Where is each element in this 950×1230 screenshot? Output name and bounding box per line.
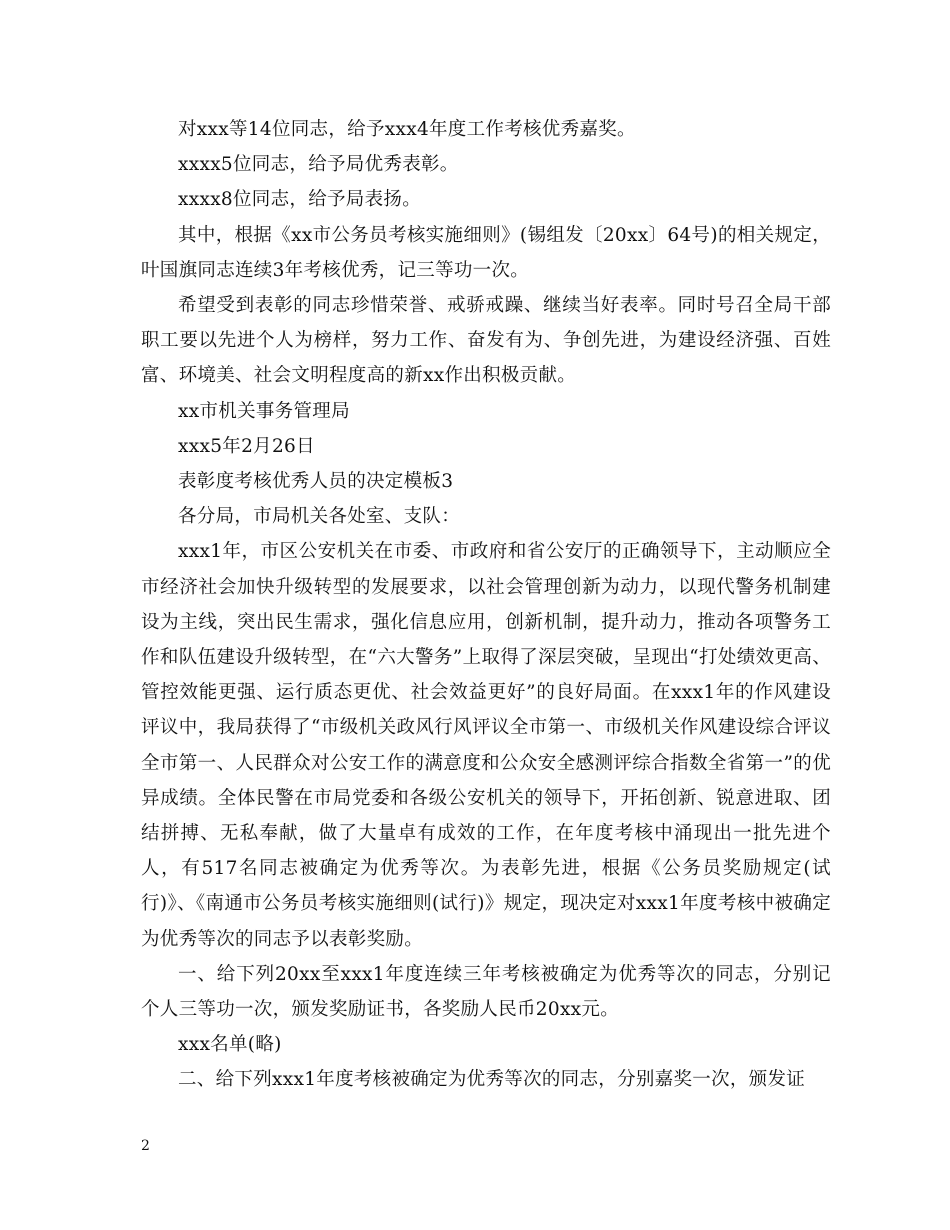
paragraph-item-two: 二、给下列xxx1年度考核被确定为优秀等次的同志，分别嘉奖一次，颁发证	[178, 1069, 806, 1091]
template-heading: 表彰度考核优秀人员的决定模板3	[178, 471, 454, 493]
paragraph-commendation-8: xxxx8位同志，给予局表扬。	[178, 189, 422, 211]
document-body	[141, 112, 831, 1098]
paragraph-regulation-note: 其中，根据《xx市公务员考核实施细则》(锡组发〔20xx〕64号)的相关规定，叶国旗同志连续3年考核优秀，记三等功一次。	[141, 224, 831, 281]
paragraph-name-list: xxx名单(略)	[178, 1034, 282, 1056]
salutation: 各分局，市局机关各处室、支队：	[178, 506, 461, 528]
paragraph-main-body: xxx1年，市区公安机关在市委、市政府和省公安厅的正确领导下，主动顺应全市经济社会加快升级转型的发展要求，以社会管理创新为动力，以现代警务机制建设为主线，突出民生需求，强化信息应用，创新机制，提升动力，推动各项警务工作和队伍建设升级转型，在“六大警务”上取得了深层突破，呈现出“打处绩效更高、管控效能更强、运行质态更优、社会效益更好”的良好局面。在xxx1年的作风建设评议中，我局获得了“市级机关政风行风评议全市第一、市级机关作风建设综合评议全市第一、人民群众对公安工作的满意度和公众安全感测评综合指数全省第一”的优异成绩。全体民警在市局党委和各级公安机关的领导下，开拓创新、锐意进取、团结拼搏、无私奉献，做了大量卓有成效的工作，在年度考核中涌现出一批先进个人，有517名同志被确定为优秀等次。为表彰先进，根据《公务员奖励规定(试行)》、《南通市公务员考核实施细则(试行)》规定，现决定对xxx1年度考核中被确定为优秀等次的同志予以表彰奖励。	[141, 541, 831, 950]
paragraph-commendation-14: 对xxx等14位同志，给予xxx4年度工作考核优秀嘉奖。	[178, 119, 636, 140]
paragraph-call-to-action: 希望受到表彰的同志珍惜荣誉、戒骄戒躁、继续当好表率。同时号召全局干部职工要以先进个人为榜样，努力工作、奋发有为、争创先进，为建设经济强、百姓富、环境美、社会文明程度高的新xx作出积极贡献。	[141, 295, 831, 387]
page-number: 2	[141, 1138, 150, 1154]
signature-date: xxx5年2月26日	[178, 435, 315, 457]
paragraph-item-one: 一、给下列20xx至xxx1年度连续三年考核被确定为优秀等次的同志，分别记个人三等功一次，颁发奖励证书，各奖励人民币20xx元。	[141, 963, 831, 1021]
signature-organization: xx市机关事务管理局	[178, 400, 350, 422]
paragraph-commendation-5: xxxx5位同志，给予局优秀表彰。	[178, 154, 459, 176]
